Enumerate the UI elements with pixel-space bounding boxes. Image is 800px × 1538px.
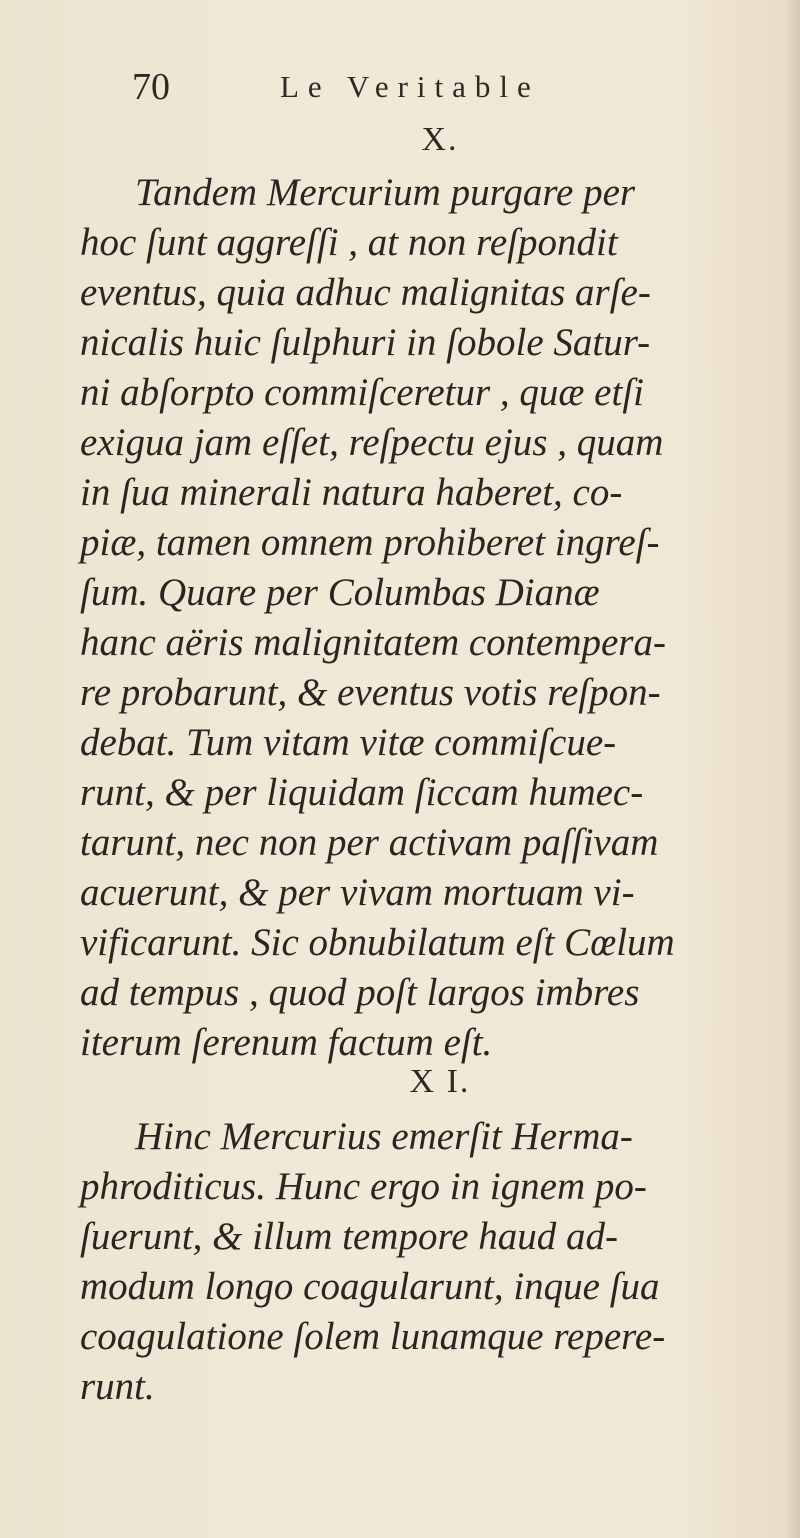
text-line: ad tempus , quod poſt largos imbres (80, 971, 640, 1014)
text-line: Hinc Mercurius emerſit Herma- (135, 1115, 633, 1158)
text-line: tarunt, nec non per activam paſſivam (80, 821, 659, 864)
page-number: 70 (132, 66, 170, 108)
text-line: ſuerunt, & illum tempore haud ad- (80, 1215, 619, 1258)
text-line: coagulatione ſolem lunamque repere- (80, 1315, 666, 1358)
text-line: iterum ſerenum factum eſt. (80, 1021, 493, 1064)
text-line: hoc ſunt aggreſſi , at non reſpondit (80, 221, 618, 264)
text-line: runt. (80, 1365, 155, 1408)
text-line: re probarunt, & eventus votis reſpon- (80, 671, 661, 714)
text-line: acuerunt, & per vivam mortuam vi- (80, 871, 635, 914)
text-line: debat. Tum vitam vitæ commiſcue- (80, 721, 617, 764)
section-number: X. (421, 121, 459, 158)
text-line: piæ, tamen omnem prohiberet ingreſ- (80, 521, 660, 564)
text-line: hanc aëris malignitatem contempera- (80, 621, 666, 664)
text-line: exigua jam eſſet, reſpectu ejus , quam (80, 421, 664, 464)
page-edge-shadow (786, 0, 800, 1538)
text-line: runt, & per liquidam ſiccam humec- (80, 771, 644, 814)
running-head (130, 64, 670, 110)
text-line: ni abſorpto commiſceretur , quæ etſi (80, 371, 644, 414)
text-line: in ſua minerali natura haberet, co- (80, 471, 623, 514)
text-line: modum longo coagularunt, inque ſua (80, 1265, 660, 1308)
text-line: nicalis huic ſulphuri in ſobole Satur- (80, 321, 651, 364)
section-number: X I. (409, 1063, 471, 1100)
text-line: eventus, quia adhuc malignitas arſe- (80, 271, 651, 314)
text-line: Tandem Mercurium purgare per (135, 171, 636, 214)
text-line: vificarunt. Sic obnubilatum eſt Cœlum (80, 921, 675, 964)
text-line: ſum. Quare per Columbas Dianæ (80, 571, 600, 614)
text-line: phroditicus. Hunc ergo in ignem po- (80, 1165, 647, 1208)
running-title: Le Veritable (280, 69, 540, 104)
